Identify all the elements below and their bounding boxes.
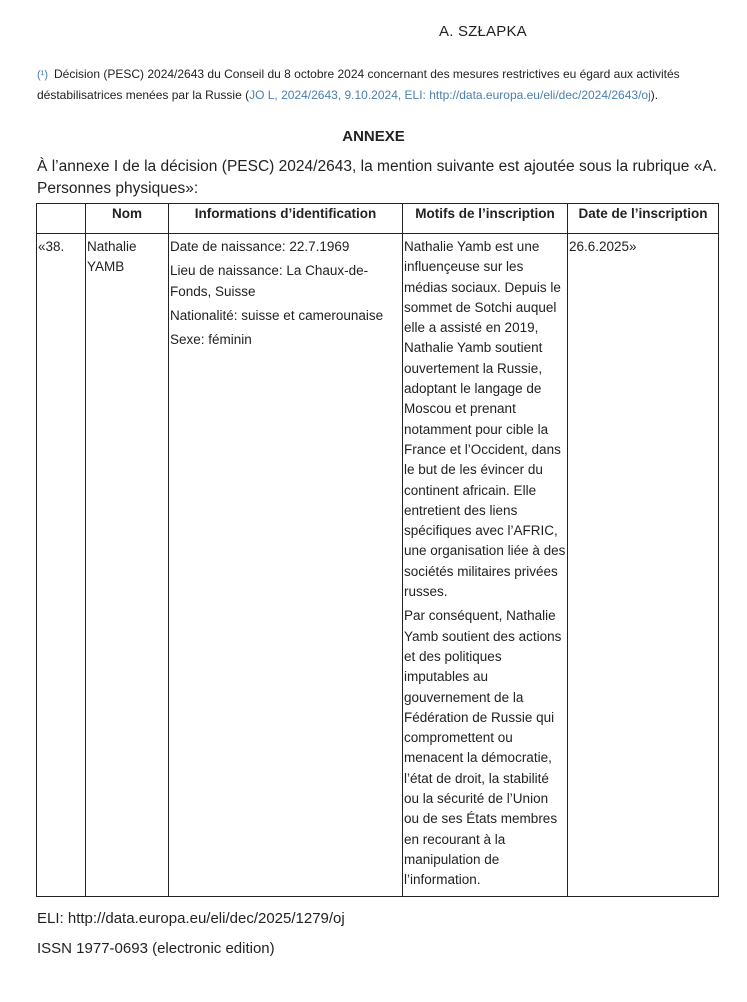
nationality: Nationalité: suisse et camerounaise <box>170 307 384 323</box>
header-info: Informations d’identification <box>169 204 403 234</box>
footnote-text: Décision (PESC) 2024/2643 du Conseil du 8 octobre 2024 concernant des mesures restrictives eu égard aux activités déstabilisatrices menées par la Russie ( <box>37 67 680 102</box>
entry-number: «38. <box>38 239 65 254</box>
header-reason: Motifs de l’inscription <box>403 204 568 234</box>
listing-date: 26.6.2025» <box>569 239 637 254</box>
cell-info <box>169 234 403 897</box>
person-name: Nathalie YAMB <box>87 239 137 275</box>
reason-paragraph-2: Par conséquent, Nathalie Yamb soutient des actions et des politiques imputables au gouvernement de la Fédération de Russie qui compromettent ou menacent la démocratie, l’état de droit, la stabilité ou la sécurité de l’Union ou de ses États membres en recourant à la manipulation de l’information. <box>404 608 562 888</box>
birth-place: Lieu de naissance: La Chaux-de-Fonds, Suisse <box>170 263 369 299</box>
issn: ISSN 1977-0693 (electronic edition) <box>37 940 275 957</box>
footnote <box>37 64 727 105</box>
cell-num <box>37 234 86 897</box>
sex: Sexe: féminin <box>170 332 252 348</box>
footnote-link[interactable]: JO L, 2024/2643, 9.10.2024, ELI: http://data.europa.eu/eli/dec/2024/2643/oj <box>249 88 651 102</box>
cell-reason <box>403 234 568 897</box>
header-name: Nom <box>86 204 169 234</box>
footnote-text-end: ). <box>650 88 659 102</box>
table-row <box>37 234 719 897</box>
reason-paragraph-1: Nathalie Yamb est une influençeuse sur les médias sociaux. Depuis le sommet de Sotchi auquel elle a assisté en 2019, Nathalie Yamb soutient ouvertement la Russie, adoptant le langage de Moscou et prenant notamment pour cible la France et l’Occident, dans le but de les évincer du continent africain. Elle entretient des liens spécifiques avec l’AFRIC, une organisation liée à des sociétés militaires privées russes. <box>404 239 566 600</box>
annex-title: ANNEXE <box>342 128 405 145</box>
eli-reference: ELI: http://data.europa.eu/eli/dec/2025/1279/oj <box>37 910 345 927</box>
header-num <box>37 204 86 234</box>
signature: A. SZŁAPKA <box>439 23 527 40</box>
cell-date <box>568 234 719 897</box>
footnote-marker[interactable]: (¹) <box>37 69 48 81</box>
intro-paragraph: À l’annexe I de la décision (PESC) 2024/2643, la mention suivante est ajoutée sous la rubrique «A. Personnes physiques»: <box>37 158 717 197</box>
cell-name <box>86 234 169 897</box>
header-date: Date de l’inscription <box>568 204 719 234</box>
annex-table <box>36 203 719 897</box>
birth-date: Date de naissance: 22.7.1969 <box>170 239 350 254</box>
table-header-row <box>37 204 719 234</box>
